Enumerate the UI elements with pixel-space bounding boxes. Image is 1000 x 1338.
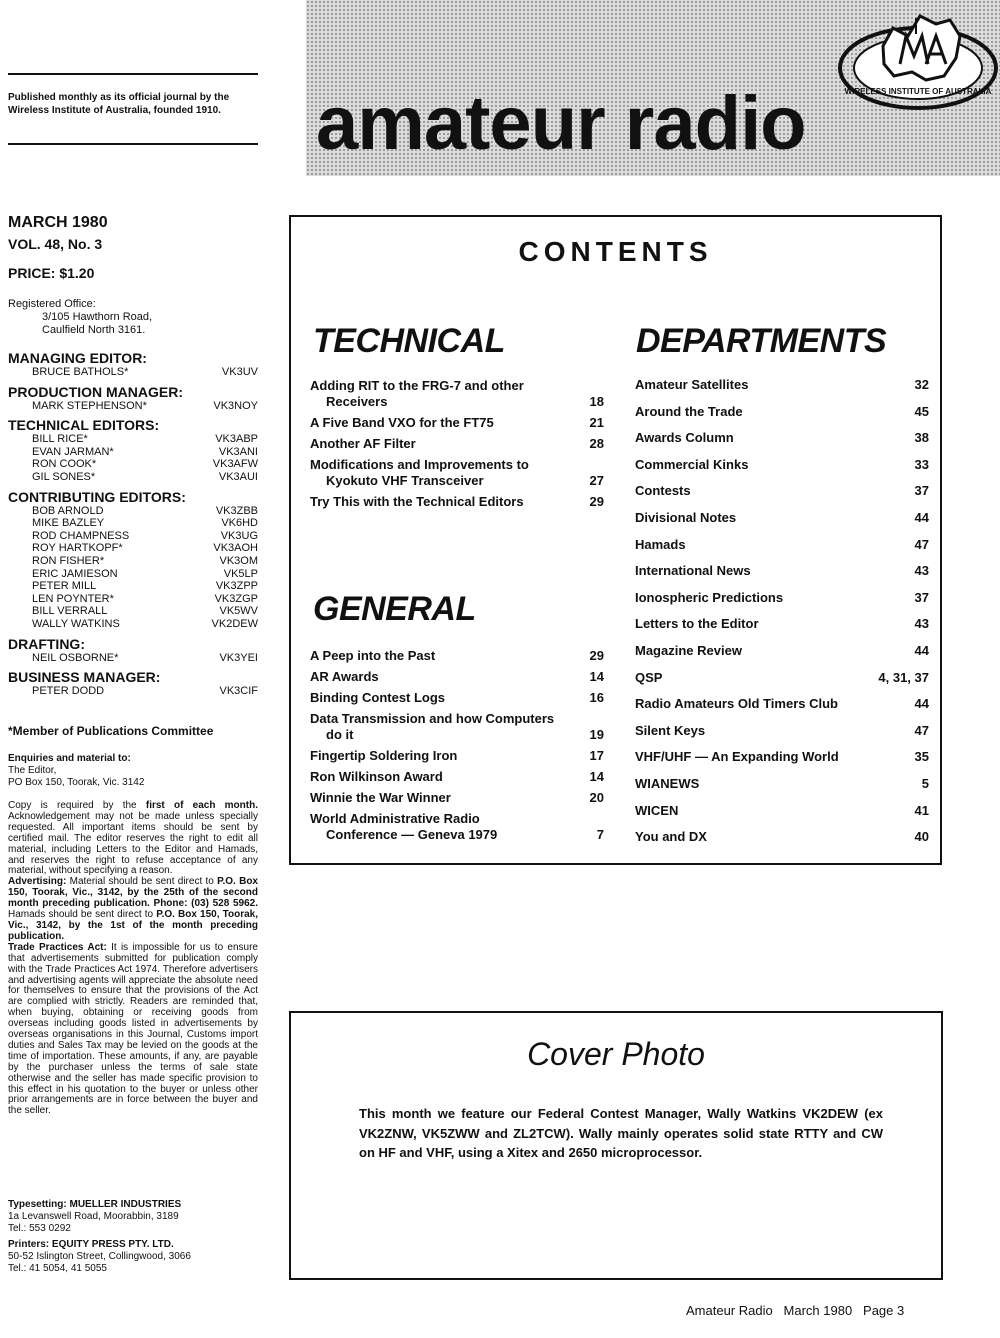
entry-title-line: Ron Wilkinson Award bbox=[310, 769, 443, 784]
department-entry bbox=[635, 776, 929, 803]
staff-row bbox=[8, 433, 258, 446]
entry-title-line: Conference — Geneva 1979 bbox=[326, 827, 498, 842]
entry-title-line: Winnie the War Winner bbox=[310, 790, 451, 805]
department-page: 37 bbox=[914, 589, 929, 605]
staff-callsign: VK3ZPP bbox=[215, 580, 258, 593]
staff-name: RON FISHER* bbox=[32, 554, 105, 567]
staff-row bbox=[8, 505, 258, 518]
entry-title-line: do it bbox=[326, 727, 354, 742]
department-entry bbox=[635, 696, 929, 723]
entry-page: 7 bbox=[596, 827, 604, 842]
contents-entry bbox=[310, 494, 604, 510]
entry-title bbox=[310, 690, 445, 706]
department-entry bbox=[635, 829, 929, 856]
office-label: Registered Office: bbox=[8, 298, 96, 310]
entry-page: 19 bbox=[589, 727, 604, 742]
entry-title bbox=[310, 811, 497, 843]
wia-logo bbox=[828, 6, 998, 116]
department-title: WICEN bbox=[635, 802, 679, 818]
staff-heading: MANAGING EDITOR: bbox=[8, 350, 147, 366]
department-title: Divisional Notes bbox=[635, 509, 737, 525]
department-entry bbox=[635, 749, 929, 776]
contents-entry bbox=[310, 415, 604, 431]
office-line: 3/105 Hawthorn Road, bbox=[42, 311, 153, 323]
typesetting-line: Tel.: 553 0292 bbox=[8, 1223, 71, 1234]
staff-name: ERIC JAMIESON bbox=[32, 567, 118, 580]
enquiries-line: The Editor, bbox=[8, 765, 57, 776]
department-page: 5 bbox=[921, 775, 929, 791]
staff-name: MARK STEPHENSON* bbox=[32, 399, 147, 412]
staff-name: BILL RICE* bbox=[32, 433, 88, 446]
contents-entry bbox=[310, 690, 604, 706]
credits bbox=[8, 1199, 258, 1275]
technical-heading: TECHNICAL bbox=[313, 322, 505, 360]
staff-row bbox=[8, 366, 258, 379]
department-title: Awards Column bbox=[635, 430, 734, 446]
staff-callsign: VK3OM bbox=[219, 554, 258, 567]
fineprint bbox=[8, 801, 258, 1117]
entry-title-line: Try This with the Technical Editors bbox=[310, 494, 524, 509]
entry-title-line: World Administrative Radio bbox=[310, 811, 480, 826]
cover-photo-text: This month we feature our Federal Contest Manager, Wally Watkins VK2DEW (ex VK2ZNW, VK5ZWW and ZL2TCW). Wally mainly operates solid state RTTY and CW on HF and VHF, using a Xitex and 2650 microprocessor. bbox=[359, 1106, 883, 1160]
printers-label: Printers: EQUITY PRESS PTY. LTD. bbox=[8, 1239, 174, 1250]
staff-heading: TECHNICAL EDITORS: bbox=[8, 417, 160, 434]
departments-heading: DEPARTMENTS bbox=[636, 322, 887, 360]
department-page: 32 bbox=[914, 377, 929, 392]
staff-callsign: VK3UV bbox=[221, 366, 258, 378]
copy-policy: Copy is required by the first of each month. Acknowledgement may not be made unless specially requested. All important items should be sent by certified mail. The editor reserves the right to edit all material, including Letters to the Editor and Hamads, and reserves the right to refuse acceptance of any material, without specifying a reason. bbox=[8, 800, 258, 877]
technical-list bbox=[310, 378, 604, 515]
contents-entry bbox=[310, 711, 604, 743]
staff-row bbox=[8, 446, 258, 459]
department-entry bbox=[635, 404, 929, 431]
entry-page: 27 bbox=[589, 473, 604, 488]
entry-page: 28 bbox=[589, 436, 604, 451]
entry-title bbox=[310, 790, 451, 806]
typesetting-line: 1a Levanswell Road, Moorabbin, 3189 bbox=[8, 1211, 179, 1222]
contents-entry bbox=[310, 811, 604, 843]
department-page: 4, 31, 37 bbox=[878, 669, 929, 685]
staff-callsign: VK3AFW bbox=[212, 458, 258, 471]
staff-heading: DRAFTING: bbox=[8, 635, 85, 652]
staff-name: MIKE BAZLEY bbox=[32, 517, 105, 530]
staff-name: ROD CHAMPNESS bbox=[32, 529, 130, 542]
staff-callsign: VK3ANI bbox=[218, 445, 258, 458]
contents-entry bbox=[310, 769, 604, 785]
department-title: Amateur Satellites bbox=[635, 377, 749, 392]
department-entry bbox=[635, 510, 929, 537]
department-page: 40 bbox=[914, 829, 929, 845]
entry-page: 20 bbox=[589, 790, 604, 805]
staff-callsign: VK6HD bbox=[221, 517, 258, 530]
staff-callsign: VK3AOH bbox=[213, 542, 258, 555]
entry-title bbox=[310, 748, 457, 764]
entry-title-line: Modifications and Improvements to bbox=[310, 457, 529, 472]
department-title: Radio Amateurs Old Timers Club bbox=[635, 696, 838, 712]
cover-photo-title: Cover Photo bbox=[527, 1036, 705, 1072]
department-entry bbox=[635, 643, 929, 670]
staff-callsign: VK5LP bbox=[223, 567, 258, 580]
department-title: Commercial Kinks bbox=[635, 456, 749, 472]
department-page: 43 bbox=[914, 616, 929, 632]
entry-page: 16 bbox=[589, 690, 604, 705]
staff-name: GIL SONES* bbox=[32, 470, 96, 483]
department-title: Contests bbox=[635, 483, 691, 499]
department-entry bbox=[635, 590, 929, 617]
staff-callsign: VK5WV bbox=[219, 605, 258, 618]
entry-page: 17 bbox=[589, 748, 604, 763]
magazine-title: amateur radio bbox=[316, 81, 806, 166]
entry-title-line: Fingertip Soldering Iron bbox=[310, 748, 458, 763]
contents-entry bbox=[310, 457, 604, 489]
typesetting-label: Typesetting: MUELLER INDUSTRIES bbox=[8, 1199, 182, 1210]
department-title: Letters to the Editor bbox=[635, 616, 759, 632]
staff-row bbox=[8, 530, 258, 543]
member-note: *Member of Publications Committee bbox=[8, 724, 214, 738]
staff-list bbox=[8, 351, 258, 698]
staff-name: NEIL OSBORNE* bbox=[32, 651, 119, 664]
staff-row bbox=[8, 555, 258, 568]
department-entry bbox=[635, 483, 929, 510]
contents-entry bbox=[310, 669, 604, 685]
entry-title bbox=[310, 711, 554, 743]
logo-ring-text: WIRELESS INSTITUTE OF AUSTRALIA bbox=[844, 87, 992, 96]
staff-callsign: VK3CIF bbox=[219, 685, 258, 698]
department-page: 47 bbox=[914, 536, 929, 552]
staff-row bbox=[8, 517, 258, 530]
printers-line: Tel.: 41 5054, 41 5055 bbox=[8, 1263, 107, 1274]
staff-row bbox=[8, 568, 258, 581]
enquiries bbox=[8, 753, 258, 789]
entry-page: 21 bbox=[589, 415, 604, 430]
department-page: 37 bbox=[914, 483, 929, 499]
staff-row bbox=[8, 471, 258, 484]
contents-entry bbox=[310, 436, 604, 452]
entry-title bbox=[310, 415, 494, 431]
department-page: 43 bbox=[914, 563, 929, 579]
entry-title bbox=[310, 436, 416, 452]
staff-name: ROY HARTKOPF* bbox=[32, 542, 123, 555]
department-entry bbox=[635, 563, 929, 590]
staff-name: RON COOK* bbox=[32, 458, 97, 471]
issue-volume: VOL. 48, No. 3 bbox=[8, 236, 103, 252]
department-title: Magazine Review bbox=[635, 642, 742, 658]
department-entry bbox=[635, 430, 929, 457]
office-line: Caulfield North 3161. bbox=[42, 324, 146, 336]
department-title: You and DX bbox=[635, 829, 707, 845]
staff-name: BRUCE BATHOLS* bbox=[32, 366, 129, 378]
department-page: 45 bbox=[914, 403, 929, 419]
entry-title-line: A Five Band VXO for the FT75 bbox=[310, 415, 494, 430]
enquiries-line: PO Box 150, Toorak, Vic. 3142 bbox=[8, 777, 145, 788]
department-entry bbox=[635, 457, 929, 484]
department-title: VHF/UHF — An Expanding World bbox=[635, 749, 839, 765]
department-page: 38 bbox=[914, 430, 929, 446]
department-page: 44 bbox=[914, 696, 929, 712]
staff-callsign: VK3ZBB bbox=[215, 504, 258, 517]
top-rule bbox=[8, 73, 258, 75]
entry-title bbox=[310, 648, 435, 664]
staff-callsign: VK3YEI bbox=[219, 651, 258, 664]
department-title: Around the Trade bbox=[635, 403, 743, 419]
contents-entry bbox=[310, 648, 604, 664]
department-page: 41 bbox=[914, 802, 929, 818]
staff-callsign: VK3ZGP bbox=[214, 592, 258, 605]
staff-row bbox=[8, 542, 258, 555]
entry-title-line: Receivers bbox=[326, 394, 388, 409]
department-page: 44 bbox=[914, 642, 929, 658]
department-entry bbox=[635, 723, 929, 750]
entry-title bbox=[310, 457, 529, 489]
advertising-policy: Advertising: Material should be sent direct to P.O. Box 150, Toorak, Vic., 3142, by the 25th of the second month preceding publication. Phone: (03) 528 5962. Hamads should be sent direct to P.O. Box 150, Toorak, Vic., 3142, by the 1st of the month preceding publication. bbox=[8, 876, 258, 942]
enquiries-label: Enquiries and material to: bbox=[8, 753, 131, 764]
staff-callsign: VK3UG bbox=[220, 529, 258, 542]
entry-title-line: Data Transmission and how Computers bbox=[310, 711, 555, 726]
issue-date: MARCH 1980 bbox=[8, 214, 108, 231]
staff-row bbox=[8, 685, 258, 698]
department-entry bbox=[635, 377, 929, 404]
entry-title bbox=[310, 669, 379, 685]
department-title: Ionospheric Predictions bbox=[635, 589, 784, 605]
contents-title: CONTENTS bbox=[518, 236, 713, 267]
entry-page: 14 bbox=[589, 769, 604, 784]
staff-row bbox=[8, 593, 258, 606]
staff-callsign: VK3ABP bbox=[215, 433, 258, 446]
department-title: WIANEWS bbox=[635, 775, 700, 791]
entry-page: 29 bbox=[589, 648, 604, 663]
entry-title bbox=[310, 378, 524, 410]
entry-title-line: AR Awards bbox=[310, 669, 379, 684]
staff-row bbox=[8, 400, 258, 413]
entry-page: 14 bbox=[589, 669, 604, 684]
department-title: Hamads bbox=[635, 536, 686, 552]
department-page: 35 bbox=[914, 749, 929, 765]
department-page: 47 bbox=[914, 722, 929, 738]
contents-entry bbox=[310, 790, 604, 806]
staff-row bbox=[8, 618, 258, 631]
staff-heading: CONTRIBUTING EDITORS: bbox=[8, 488, 186, 505]
staff-name: BILL VERRALL bbox=[32, 605, 108, 618]
staff-name: WALLY WATKINS bbox=[32, 617, 120, 630]
staff-heading: BUSINESS MANAGER: bbox=[8, 669, 161, 686]
entry-title-line: Binding Contest Logs bbox=[310, 690, 446, 705]
department-page: 33 bbox=[914, 456, 929, 472]
contents-entry bbox=[310, 378, 604, 410]
registered-office bbox=[8, 298, 152, 337]
entry-title bbox=[310, 769, 443, 785]
staff-row bbox=[8, 580, 258, 593]
staff-callsign: VK3AUI bbox=[218, 470, 258, 483]
entry-page: 18 bbox=[589, 394, 604, 409]
staff-callsign: VK2DEW bbox=[211, 617, 258, 630]
staff-name: BOB ARNOLD bbox=[32, 504, 104, 517]
entry-title-line: Another AF Filter bbox=[310, 436, 416, 451]
department-entry bbox=[635, 616, 929, 643]
general-list bbox=[310, 648, 604, 848]
department-title: International News bbox=[635, 563, 751, 579]
entry-title-line: Kyokuto VHF Transceiver bbox=[326, 473, 484, 488]
entry-title bbox=[310, 494, 524, 510]
department-page: 44 bbox=[914, 509, 929, 525]
staff-row bbox=[8, 458, 258, 471]
staff-row bbox=[8, 652, 258, 665]
staff-name: PETER MILL bbox=[32, 580, 97, 593]
staff-heading: PRODUCTION MANAGER: bbox=[8, 383, 183, 400]
trade-practices: Trade Practices Act: It is impossible for us to ensure that advertisements submitted for publication comply with the Trade Practices Act 1974. Therefore advertisers and advertising agents will appreciate the absolute need for themselves to ensure that the provisions of the Act are complied with strictly. Readers are reminded that, when buying, obtaining or receiving goods from overseas including goods listed in advertisements by overseas organisations in this Journal, Customs import duties and Sales Tax may be levied on the goods at the time of importation. These amounts, if any, are payable by the purchaser unless the terms of sale state otherwise and the seller has made specific provision to this effect in his quotation to the buyer or unless other prior arrangements are in force between the buyer and the seller. bbox=[8, 941, 258, 1117]
general-heading: GENERAL bbox=[313, 590, 476, 628]
staff-name: LEN POYNTER* bbox=[32, 592, 114, 605]
department-entry bbox=[635, 670, 929, 697]
publisher-note: Published monthly as its official journal by the Wireless Institute of Australia, founded 1910. bbox=[8, 92, 230, 116]
department-title: QSP bbox=[635, 669, 663, 685]
staff-callsign: VK3NOY bbox=[213, 399, 258, 412]
staff-name: PETER DODD bbox=[32, 685, 105, 698]
entry-page: 29 bbox=[589, 494, 604, 509]
entry-title-line: A Peep into the Past bbox=[310, 648, 436, 663]
contents-entry bbox=[310, 748, 604, 764]
departments-list bbox=[635, 377, 929, 856]
issue-price: PRICE: $1.20 bbox=[8, 265, 95, 281]
department-entry bbox=[635, 537, 929, 564]
entry-title-line: Adding RIT to the FRG-7 and other bbox=[310, 378, 524, 393]
staff-row bbox=[8, 605, 258, 618]
publisher-rule bbox=[8, 143, 258, 145]
printers-line: 50-52 Islington Street, Collingwood, 3066 bbox=[8, 1251, 191, 1262]
staff-name: EVAN JARMAN* bbox=[32, 445, 114, 458]
page-footer: Amateur Radio March 1980 Page 3 bbox=[686, 1303, 905, 1318]
department-entry bbox=[635, 803, 929, 830]
department-title: Silent Keys bbox=[635, 722, 706, 738]
